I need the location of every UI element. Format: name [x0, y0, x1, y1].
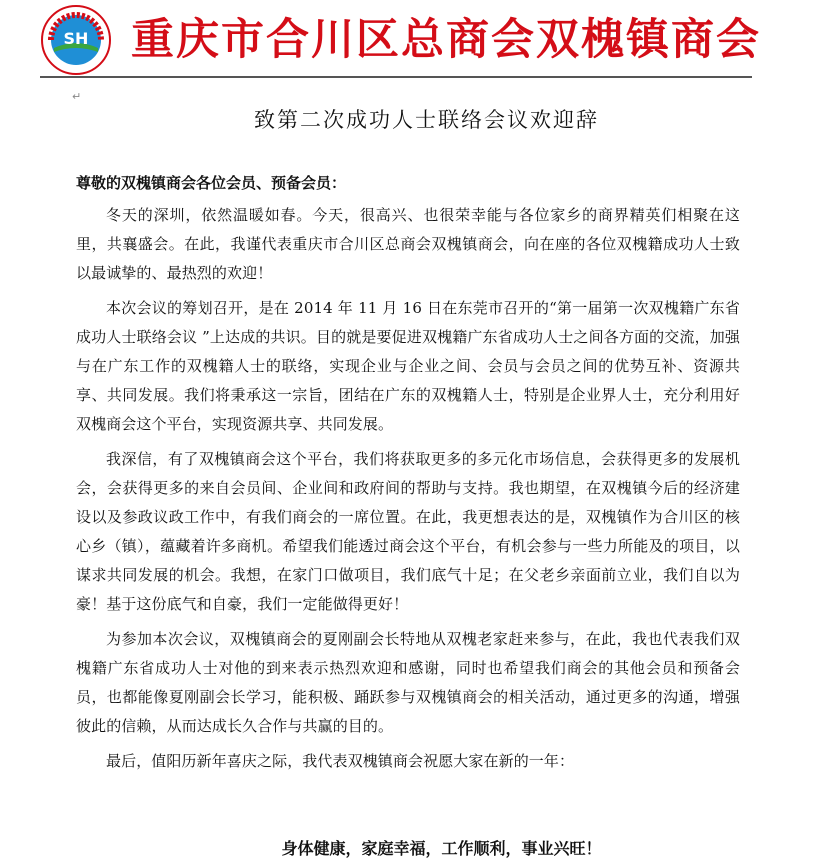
closing-blessing: 身体健康，家庭幸福，工作顺利，事业兴旺！ [281, 839, 602, 858]
paragraph-mark: ↵ [72, 90, 82, 103]
document-title: 致第二次成功人士联络会议欢迎辞 [254, 108, 599, 132]
logo-monogram: SH [63, 29, 89, 48]
chamber-logo-icon [40, 4, 112, 76]
paragraph: 为参加本次会议，双槐镇商会的夏刚副会长特地从双槐老家赶来参与，在此，我也代表我们双槐籍广东省成功人士对他的到来表示热烈欢迎和感谢，同时也希望我们商会的其他会员和预备会员，也都能像夏刚副会长学习，能积极、踊跃参与双槐镇商会的相关活动，通过更多的沟通，增强彼此的信赖，从而达成长久合作与共赢的目的。 [76, 630, 740, 735]
paragraph: 本次会议的筹划召开，是在 2014 年 11 月 16 日在东莞市召开的“第一届第一次双槐籍广东省成功人士联络会议 ”上达成的共识。目的就是要促进双槐籍广东省成功人士之间各方面的交流，加强与在广东工作的双槐籍人士的联络，实现企业与企业之间、会员与会员之间的优势互补、资源共享、共同发展。我们将秉承这一宗旨，团结在广东的双槐籍人士，特别是企业界人士，充分利用好双槐商会这个平台，实现资源共享、共同发展。 [76, 299, 740, 433]
letterhead [0, 0, 813, 80]
salutation: 尊敬的双槐镇商会各位会员、预备会员： [76, 174, 347, 192]
paragraph: 我深信，有了双槐镇商会这个平台，我们将获取更多的多元化市场信息，会获得更多的发展机会，会获得更多的来自会员间、企业间和政府间的帮助与支持。我也期望，在双槐镇今后的经济建设以及参政议政工作中，有我们商会的一席位置。在此，我更想表达的是，双槐镇作为合川区的核心乡（镇），蕴藏着许多商机。希望我们能透过商会这个平台，有机会参与一些力所能及的项目，以谋求共同发展的机会。我想，在家门口做项目，我们底气十足；在父老乡亲面前立业，我们自以为豪！基于这份底气和自豪，我们一定能做得更好！ [76, 450, 740, 613]
paragraph: 冬天的深圳，依然温暖如春。今天，很高兴、也很荣幸能与各位家乡的商界精英们相聚在这里，共襄盛会。在此，我谨代表重庆市合川区总商会双槐镇商会，向在座的各位双槐籍成功人士致以最诚挚的、最热烈的欢迎！ [76, 206, 740, 282]
header-divider [40, 76, 752, 78]
paragraph: 最后，值阳历新年喜庆之际，我代表双槐镇商会祝愿大家在新的一年： [106, 752, 575, 770]
letter-body [76, 201, 740, 782]
organization-title: 重庆市合川区总商会双槐镇商会 [131, 15, 761, 65]
